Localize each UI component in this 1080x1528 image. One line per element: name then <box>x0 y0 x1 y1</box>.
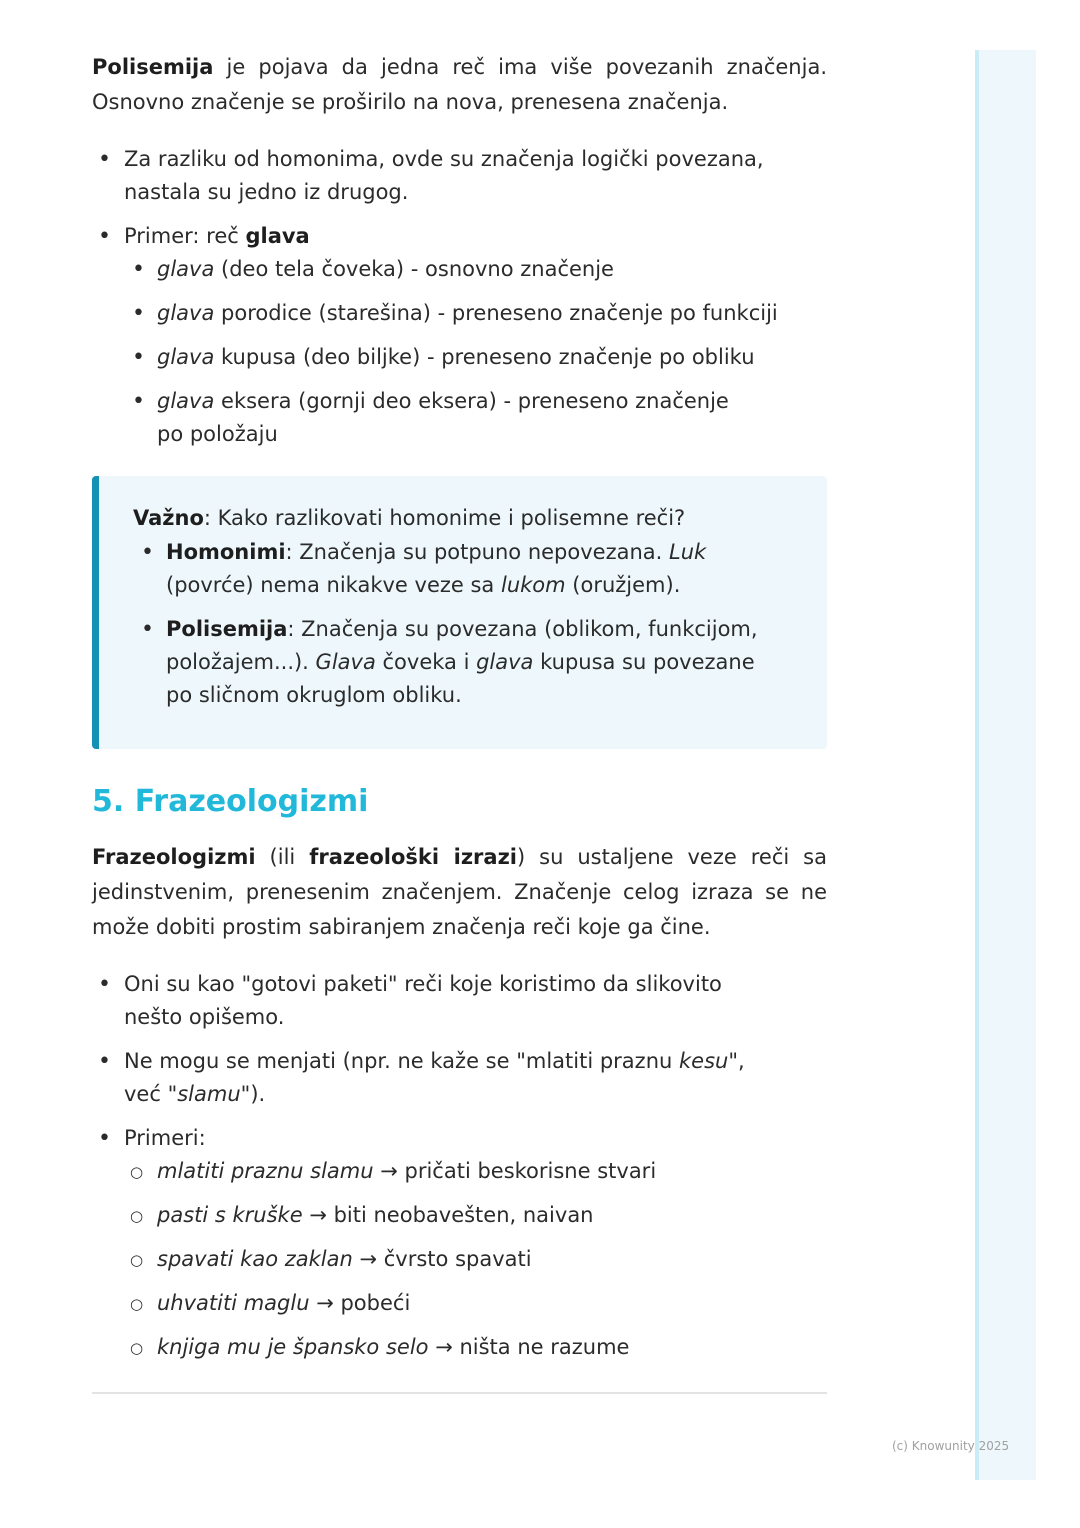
example-em: glava <box>157 345 215 369</box>
example-text: kupusa (deo biljke) - preneseno značenje po obliku <box>214 345 755 369</box>
paragraph-text: (ili <box>255 845 310 869</box>
phraseology-term: Frazeologizmi <box>92 845 256 869</box>
list-item <box>92 968 827 1034</box>
idiom-item <box>124 1199 827 1232</box>
example-text: porodice (starešina) - preneseno značenje po funkciji <box>214 301 778 325</box>
list-item-text: Oni su kao "gotovi paketi" reči koje koristimo da slikovito nešto opišemo. <box>124 972 722 1029</box>
example-text: eksera (gornji deo eksera) - preneseno značenje po položaju <box>157 389 729 446</box>
example-item <box>124 341 827 374</box>
note-heading <box>133 501 787 536</box>
idiom-meaning: → ništa ne razume <box>428 1335 630 1359</box>
idiom-examples-list <box>124 1155 827 1364</box>
note-term: Homonimi <box>166 540 286 564</box>
list-item-em: kesu <box>678 1049 729 1073</box>
idiom-item <box>124 1287 827 1320</box>
note-text: kupusa su povezane po sličnom okruglom obliku. <box>166 650 755 707</box>
list-item-text: Ne mogu se menjati (npr. ne kaže se "mlatiti praznu <box>124 1049 679 1073</box>
note-text: : Značenja su potpuno nepovezana. <box>285 540 670 564</box>
polysemy-intro-paragraph <box>92 50 827 120</box>
idiom-meaning: → pobeći <box>309 1291 411 1315</box>
note-em: lukom <box>500 573 566 597</box>
list-item <box>92 143 827 209</box>
idiom-em: uhvatiti maglu <box>157 1291 310 1315</box>
note-question: : Kako razlikovati homonime i polisemne reči? <box>203 506 686 530</box>
polysemy-definition: je pojava da jedna reč ima više povezanih značenja. Osnovno značenje se proširilo na nova, prenesena značenja. <box>92 55 827 114</box>
list-item-text: Primeri: <box>124 1126 206 1150</box>
phraseology-list <box>92 968 827 1375</box>
idiom-em: mlatiti praznu slamu <box>157 1159 374 1183</box>
example-em: glava <box>157 257 215 281</box>
note-item-polysemy <box>133 613 787 712</box>
list-item <box>92 1122 827 1364</box>
note-text: : Značenja su povezana (oblikom, funkcijom, položajem...). <box>166 617 758 674</box>
section-title: 5. Frazeologizmi <box>92 784 369 819</box>
note-text: čoveka i <box>375 650 477 674</box>
polysemy-term: Polisemija <box>92 55 214 79</box>
note-em: Glava <box>315 650 376 674</box>
list-item <box>92 1045 827 1111</box>
idiom-meaning: → pričati beskorisne stvari <box>373 1159 657 1183</box>
note-list <box>133 536 787 712</box>
idiom-meaning: → biti neobavešten, naivan <box>302 1203 594 1227</box>
idiom-meaning: → čvrsto spavati <box>352 1247 532 1271</box>
paragraph-text: ) su ustaljene veze reči sa jedinstvenim, prenesenim značenjem. Značenje celog izraza se ne može dobiti prostim sabiranjem značenja reči koje ga čine. <box>92 845 827 939</box>
list-item-text: ", već " <box>124 1049 745 1106</box>
phraseology-term-alt: frazeološki izrazi <box>309 845 518 869</box>
example-em: glava <box>157 301 215 325</box>
example-item <box>124 297 827 330</box>
note-text: (povrće) nema nikakve veze sa <box>166 573 501 597</box>
polysemy-list <box>92 143 827 462</box>
note-em: glava <box>476 650 534 674</box>
phraseology-intro-paragraph <box>92 840 827 945</box>
note-text: (oružjem). <box>565 573 681 597</box>
idiom-item <box>124 1155 827 1188</box>
page-sidebar-strip <box>975 50 1036 1480</box>
list-item <box>92 220 827 451</box>
idiom-item <box>124 1243 827 1276</box>
example-item <box>124 253 827 286</box>
example-word: glava <box>245 224 310 248</box>
section-divider <box>92 1392 827 1394</box>
idiom-em: knjiga mu je špansko selo <box>157 1335 429 1359</box>
note-label: Važno <box>133 506 204 530</box>
list-item-text: Primer: reč <box>124 224 246 248</box>
note-term: Polisemija <box>166 617 288 641</box>
note-item-homonyms <box>133 536 787 602</box>
idiom-em: pasti s kruške <box>157 1203 303 1227</box>
idiom-em: spavati kao zaklan <box>157 1247 353 1271</box>
idiom-item <box>124 1331 827 1364</box>
glava-examples-list <box>124 253 827 451</box>
important-note-box <box>92 476 827 749</box>
note-em: Luk <box>669 540 707 564</box>
list-item-em: slamu <box>177 1082 241 1106</box>
example-text: (deo tela čoveka) - osnovno značenje <box>214 257 614 281</box>
list-item-text: Za razliku od homonima, ovde su značenja logički povezana, nastala su jedno iz drugog. <box>124 147 764 204</box>
list-item-text: "). <box>240 1082 266 1106</box>
example-em: glava <box>157 389 215 413</box>
copyright-footer: (c) Knowunity 2025 <box>892 1439 1010 1453</box>
example-item <box>124 385 827 451</box>
